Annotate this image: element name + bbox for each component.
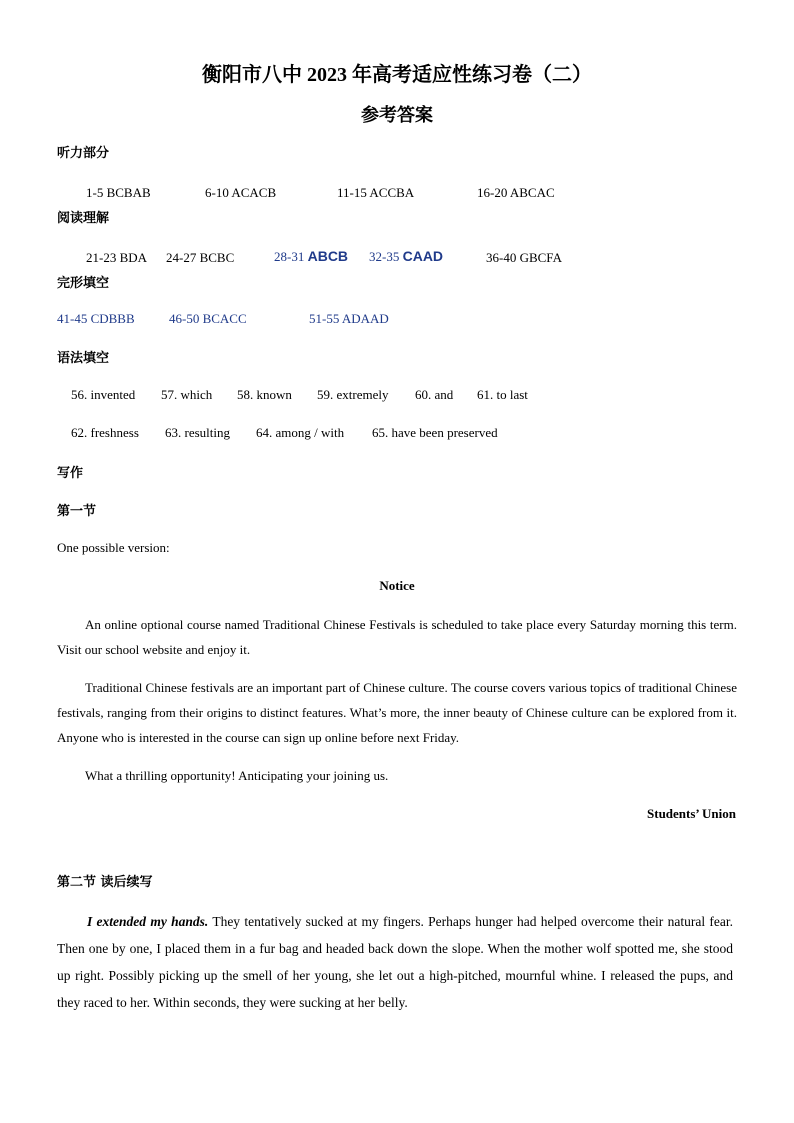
- notice-title: Notice: [379, 578, 415, 593]
- answer-grammar-65: 65. have been preserved: [372, 425, 498, 440]
- answer-reading-3-num: 28-31: [274, 249, 305, 264]
- answer-grammar-56: 56. invented: [71, 387, 136, 402]
- answer-cloze-1: 41-45 CDBBB: [57, 311, 135, 326]
- answer-cloze-2: 46-50 BCACC: [169, 311, 247, 326]
- story-body: They tentatively sucked at my fingers. Perhaps hunger had helped overcome their natural fear. Then one by one, I placed them in a fur bag and headed back down the slope. When the mother wolf spotted me, she stood up right. Possibly picking up the smell of her young, she let out a high-pitched, mournful whine. I released the pups, and they raced to her. Within seconds, they were sucking at her belly.: [57, 914, 733, 1010]
- answer-grammar-61: 61. to last: [477, 387, 528, 402]
- answer-reading-1: 21-23 BDA: [86, 250, 148, 265]
- answer-grammar-57: 57. which: [161, 387, 213, 402]
- answer-reading-3: [274, 248, 348, 265]
- section-heading-listening: 听力部分: [57, 146, 110, 161]
- continuation-story: [57, 908, 733, 1016]
- answer-grammar-59: 59. extremely: [317, 387, 389, 402]
- answer-grammar-62: 62. freshness: [71, 425, 139, 440]
- answer-reading-3-val: ABCB: [307, 248, 349, 264]
- page-subtitle: 参考答案: [361, 105, 433, 125]
- notice-signature: Students’ Union: [647, 806, 736, 821]
- answer-reading-4-val: CAAD: [402, 248, 444, 264]
- answer-cloze-3: 51-55 ADAAD: [309, 311, 389, 326]
- answer-reading-4: [369, 248, 443, 265]
- answer-grammar-60: 60. and: [415, 387, 454, 402]
- answer-reading-2: 24-27 BCBC: [166, 250, 235, 265]
- section-heading-writing: 写作: [57, 466, 84, 481]
- answer-listening-4: 16-20 ABCAC: [477, 185, 555, 200]
- possible-version-label: One possible version:: [57, 540, 170, 555]
- answer-reading-4-num: 32-35: [369, 249, 400, 264]
- notice-paragraph-1: An online optional course named Traditional Chinese Festivals is scheduled to take place every Saturday morning this term. Visit our school website and enjoy it.: [57, 617, 737, 657]
- notice-paragraph-3: What a thrilling opportunity! Anticipating your joining us.: [85, 768, 389, 783]
- notice-paragraph-2: Traditional Chinese festivals are an important part of Chinese culture. The course covers various topics of traditional Chinese festivals, ranging from their origins to distinct features. What’s more, the inner beauty of Chinese culture can be explored from it. Anyone who is interested in the course can sign up online before next Friday.: [57, 680, 737, 745]
- answer-listening-1: 1-5 BCBAB: [86, 185, 151, 200]
- answer-grammar-63: 63. resulting: [165, 425, 230, 440]
- answer-listening-3: 11-15 ACCBA: [337, 185, 415, 200]
- answer-listening-2: 6-10 ACACB: [205, 185, 277, 200]
- writing-part-1-heading: 第一节: [57, 504, 97, 519]
- section-heading-reading: 阅读理解: [57, 211, 110, 226]
- answer-grammar-58: 58. known: [237, 387, 292, 402]
- section-heading-grammar: 语法填空: [57, 351, 110, 366]
- answer-grammar-64: 64. among / with: [256, 425, 345, 440]
- story-lead-sentence: I extended my hands.: [87, 914, 209, 929]
- section-heading-cloze: 完形填空: [57, 276, 110, 291]
- writing-part-2-heading: 第二节 读后续写: [57, 875, 153, 890]
- page-title: 衡阳市八中 2023 年高考适应性练习卷（二）: [202, 64, 592, 86]
- answer-reading-5: 36-40 GBCFA: [486, 250, 562, 265]
